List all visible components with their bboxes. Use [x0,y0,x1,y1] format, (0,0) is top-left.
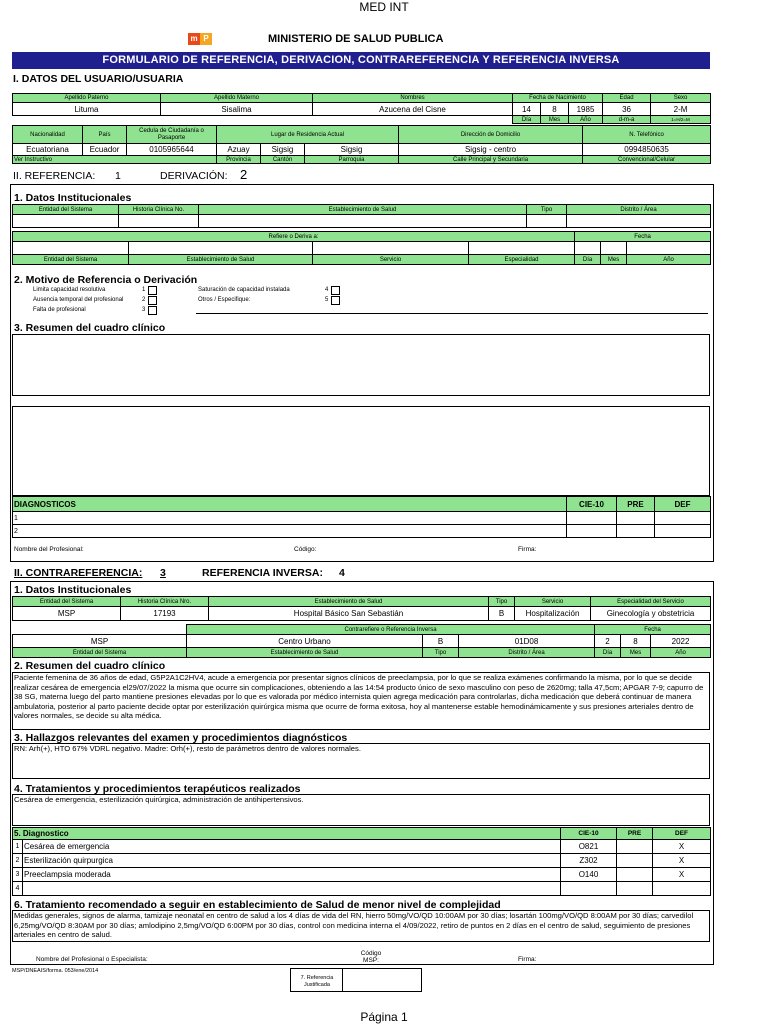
motivo-5-label: Otros / Especifique: [198,297,251,303]
hdr-entidad: Entidad del Sistema [13,205,119,215]
diag-row-3-def: X [653,868,711,882]
hdr-tipo-contra: Tipo [489,597,515,607]
sub-distrito-contra: Distrito / Área [459,648,595,658]
hdr-historia-contra: Historia Clínica Nro. [121,597,209,607]
sub-entidad-contra: Entidad del Sistema [13,648,187,658]
motivo-2-checkbox[interactable] [148,296,157,305]
sub-tipo-contra: Tipo [423,648,459,658]
form-banner: FORMULARIO DE REFERENCIA, DERIVACION, CONTRAREFERENCIA Y REFERENCIA INVERSA [12,52,710,69]
sub-provincia: Provincia [217,156,261,164]
canton: Sigsig [261,144,305,156]
sub-establecimiento: Establecimiento de Salud [129,255,313,265]
sub-dia-contra: Día [595,648,621,658]
motivo-4-checkbox[interactable] [331,286,340,295]
diag-row-1-num: 1 [13,840,23,854]
cie-header-ref: CIE-10 [567,497,617,512]
diag-row-4-def [653,882,711,896]
contrareferencia-number: 3 [160,567,166,579]
nombre-profesional-contra: Nombre del Profesional o Especialista: [36,956,148,963]
referencia-inversa-number: 4 [339,567,345,579]
firma-ref: Firma: [518,546,537,553]
hdr-sexo: Sexo [651,94,711,103]
def-header-contra: DEF [653,828,711,840]
telefono: 0994850635 [583,144,711,156]
def-header-ref: DEF [655,497,711,512]
notes-box-ref[interactable] [12,406,710,496]
sub-hm: 1=H/2=M [651,116,711,124]
nacionalidad: Ecuatoriana [13,144,83,156]
msp-logo [188,33,212,45]
contrarefiere-header: Contrarefiere o Referencia Inversa [187,625,595,635]
diag-ref-row-1: 1 [13,512,567,525]
diagnosticos-header: DIAGNOSTICOS [13,497,567,512]
diag-row-3-num: 3 [13,868,23,882]
nombres: Azucena del Cisne [313,103,513,116]
ministry-title: MINISTERIO DE SALUD PUBLICA [268,33,444,45]
motivo-3-label: Falta de profesional [33,307,86,313]
motivo-2-label: Ausencia temporal del profesional [33,297,124,303]
resumen-box-ref[interactable] [12,334,710,396]
resumen-title-ref: 3. Resumen del cuadro clínico [14,322,166,334]
servicio-contra: Hospitalización [515,607,591,621]
pais: Ecuador [83,144,127,156]
hdr-cedula: Cedula de Ciudadanía o Pasaporte [127,126,217,144]
diagnostico-header-contra: 5. Diagnostico [13,828,561,840]
fecha-header-contra: Fecha [595,625,711,635]
fecha-header-ref: Fecha [575,232,711,242]
provincia: Azuay [217,144,261,156]
diag-row-3-cie: O140 [561,868,617,882]
mes-contra: 8 [621,635,651,648]
sub-dia-ref: Día [575,255,601,265]
diagnostico-table-contra [12,827,711,896]
cedula: 0105965644 [127,144,217,156]
motivo-4-label: Saturación de capacidad instalada [198,287,290,293]
diag-row-2-cie: Z302 [561,854,617,868]
trat-recomendado-title: 6. Tratamiento recomendado a seguir en establecimiento de Salud de menor nivel de complejidad [14,899,501,911]
sub-especialidad: Especialidad [469,255,575,265]
diag-row-1: Cesárea de emergencia [23,840,561,854]
derivacion-number: 2 [240,167,248,182]
inst-title-ref: 1. Datos Institucionales [14,192,132,204]
hdr-apellido-materno: Apellido Materno [161,94,313,103]
sub-anio-contra: Año [651,648,711,658]
user-address-table [12,125,711,164]
motivo-5-checkbox[interactable] [331,296,340,305]
justificada-label: 7. Referencia Justificada [300,975,334,988]
hdr-lugar-residencia: Lugar de Residencia Actual [217,126,399,144]
sub-servicio: Servicio [313,255,469,265]
hdr-entidad-contra: Entidad del Sistema [13,597,121,607]
diag-row-3: Preeclampsia moderada [23,868,561,882]
diag-row-4-cie [561,882,617,896]
distrito2-contra: 01D08 [459,635,595,648]
sub-entidad: Entidad del Sistema [13,255,129,265]
ver-instructivo: Ver Instructivo [13,156,217,164]
sub-convencional: Convencional/Celular [583,156,711,164]
inst-table-ref [12,204,711,228]
establecimiento-contra: Hospital Básico San Sebastián [209,607,489,621]
hdr-apellido-paterno: Apellido Paterno [13,94,161,103]
resumen-text-contra: Paciente femenina de 36 años de edad, G5P2A1C2HV4, acude a emergencia por presentar signos clínicos de preeclampsia, por lo que se realiza exámenes confirmando la misma, por lo que se decide realizar cesárea de emergencia el29/07/2022 la misma que ocurre sin complicaciones, obteniendo a las 14:54 producto único de sexo masculino con peso de 2620mg; talla 47,5cm; APGAR 7-9; capurro de 38 SG, materna luego del parto mantiene presiones elevadas por lo que es valorada por médico internista quien agrega medicación para controlarlas, dicha medicación que deberá continuar de manera ambulatoria, posterior al parto paciente decide optar por esterilización quirúrgica misma que ocurre de forma exitosa, hoy al mantenerse estable hemodinámicamente y sus presiones arteriales dentro de valores normales, se decide su alta médica. [14,673,704,721]
hdr-nombres: Nombres [313,94,513,103]
pre-header-contra: PRE [617,828,653,840]
derivacion-label: DERIVACIÓN: [160,170,228,182]
diag-ref-row-2: 2 [13,525,567,538]
diag-row-2: Esterilización quirpurgica [23,854,561,868]
hdr-pais: País [83,126,127,144]
referencia-number: 1 [115,170,121,182]
sub-dia: Día [513,116,541,124]
cie-header-contra: CIE-10 [561,828,617,840]
logo-p: P [200,33,212,45]
sub-dma: d-m-a [603,116,651,124]
motivo-3-checkbox[interactable] [148,306,157,315]
hdr-establecimiento-contra: Establecimiento de Salud [209,597,489,607]
edad: 36 [603,103,651,116]
tratamientos-text: Cesárea de emergencia, esterilización quirúrgica, administración de antihipertensivos. [14,795,304,804]
refiere-table [12,231,711,265]
inst-table-contra [12,596,711,621]
document-header: MED INT [359,0,409,14]
referencia-inversa-label: REFERENCIA INVERSA: [202,567,323,579]
parroquia: Sigsig [305,144,399,156]
historia-contra: 17193 [121,607,209,621]
codigo-ref: Código: [294,546,317,553]
otros-line [196,313,708,314]
nac-dia: 14 [513,103,541,116]
hdr-historia: Historia Clínica No. [119,205,199,215]
hdr-edad: Edad [603,94,651,103]
establecimiento2-contra: Centro Urbano [187,635,423,648]
diag-row-4-num: 4 [13,882,23,896]
firma-contra: Firma: [518,956,537,963]
especialidad-contra: Ginecología y obstetricia [591,607,711,621]
sub-establecimiento-contra: Establecimiento de Salud [187,648,423,658]
refiere-header: Refiere o Deriva a: [13,232,575,242]
anio-contra: 2022 [651,635,711,648]
motivo-1-label: Limita capacidad resolutiva [33,287,106,293]
form-code: MSP/DNEAIS/forma. 053/ene/2014 [12,968,99,974]
pre-header-ref: PRE [617,497,655,512]
trat-recomendado-text: Medidas generales, signos de alarma, tamizaje neonatal en centro de salud a los 4 días de vida del RN, hierro 50mg/VO/QD 10:00AM por 30 días; losartán 100mg/VO/QD 8:00AM por 30 días; carvedilol 6,25mg/VO/QD 8:30AM por 30 días; amlodipino 2,5mg/VO/QD 6:00PM por 30 días, control con medicina interna el 4/09/2022, retiro de puntos en 2 días en el centro de salud, seguimiento de presiones arteriales en centro de salud. [14,911,694,940]
motivo-3-num: 3 [142,307,146,313]
nac-anio: 1985 [569,103,603,116]
tipo-contra: B [489,607,515,621]
sub-mes: Mes [541,116,569,124]
hdr-servicio-contra: Servicio [515,597,591,607]
hdr-especialidad-contra: Especialidad del Servicio [591,597,711,607]
hdr-tipo: Tipo [527,205,567,215]
nombre-profesional-ref: Nombre del Profesional: [14,546,84,553]
sub-mes-contra: Mes [621,648,651,658]
hdr-establecimiento: Establecimiento de Salud [199,205,527,215]
diag-row-1-def: X [653,840,711,854]
entidad2-contra: MSP [13,635,187,648]
apellido-materno: Sisalima [161,103,313,116]
dia-contra: 2 [595,635,621,648]
entidad-contra: MSP [13,607,121,621]
sub-calle: Calle Principal y Secundaria [399,156,583,164]
nac-mes: 8 [541,103,569,116]
sub-anio: Año [569,116,603,124]
sub-canton: Cantón [261,156,305,164]
hallazgos-title: 3. Hallazgos relevantes del examen y procedimientos diagnósticos [14,732,348,744]
page-number: Página 1 [360,1010,408,1024]
sexo: 2-M [651,103,711,116]
diag-row-2-num: 2 [13,854,23,868]
motivo-5-num: 5 [325,297,329,303]
diag-row-1-cie: O821 [561,840,617,854]
motivo-1-num: 1 [142,287,146,293]
direccion: Sigsig - centro [399,144,583,156]
hdr-nacionalidad: Nacionalidad [13,126,83,144]
contrarefiere-table [12,624,711,658]
sub-mes-ref: Mes [601,255,627,265]
justificada-divider [342,968,343,992]
diag-row-4 [23,882,561,896]
diagnosticos-table-ref [12,496,711,538]
hdr-distrito: Distrito / Área [567,205,711,215]
diag-row-2-def: X [653,854,711,868]
resumen-title-contra: 2. Resumen del cuadro clínico [14,660,166,672]
referencia-label: II. REFERENCIA: [13,170,96,182]
hdr-telefono: N. Telefónico [583,126,711,144]
motivo-4-num: 4 [325,287,329,293]
sub-anio-ref: Año [627,255,711,265]
motivo-title: 2. Motivo de Referencia o Derivación [14,274,198,286]
logo-m: m [188,33,200,45]
motivo-1-checkbox[interactable] [148,286,157,295]
section-user-title: I. DATOS DEL USUARIO/USUARIA [13,73,184,85]
motivo-2-num: 2 [142,297,146,303]
apellido-paterno: Lituma [13,103,161,116]
hdr-direccion: Dirección de Domicilio [399,126,583,144]
inst-title-contra: 1. Datos Institucionales [14,584,132,596]
user-data-table [12,93,711,124]
sub-parroquia: Parroquia [305,156,399,164]
codigo-msp-contra: Código MSP: [360,950,382,964]
hallazgos-text: RN: Arh(+), HTO 67% VDRL negativo. Madre: Orh(+), resto de parámetros dentro de valores normales. [14,744,361,753]
contrareferencia-label: II. CONTRAREFERENCIA: [14,567,143,579]
tratamientos-title: 4. Tratamientos y procedimientos terapéuticos realizados [14,783,301,795]
tipo2-contra: B [423,635,459,648]
hdr-fecha-nacimiento: Fecha de Nacimiento [513,94,603,103]
